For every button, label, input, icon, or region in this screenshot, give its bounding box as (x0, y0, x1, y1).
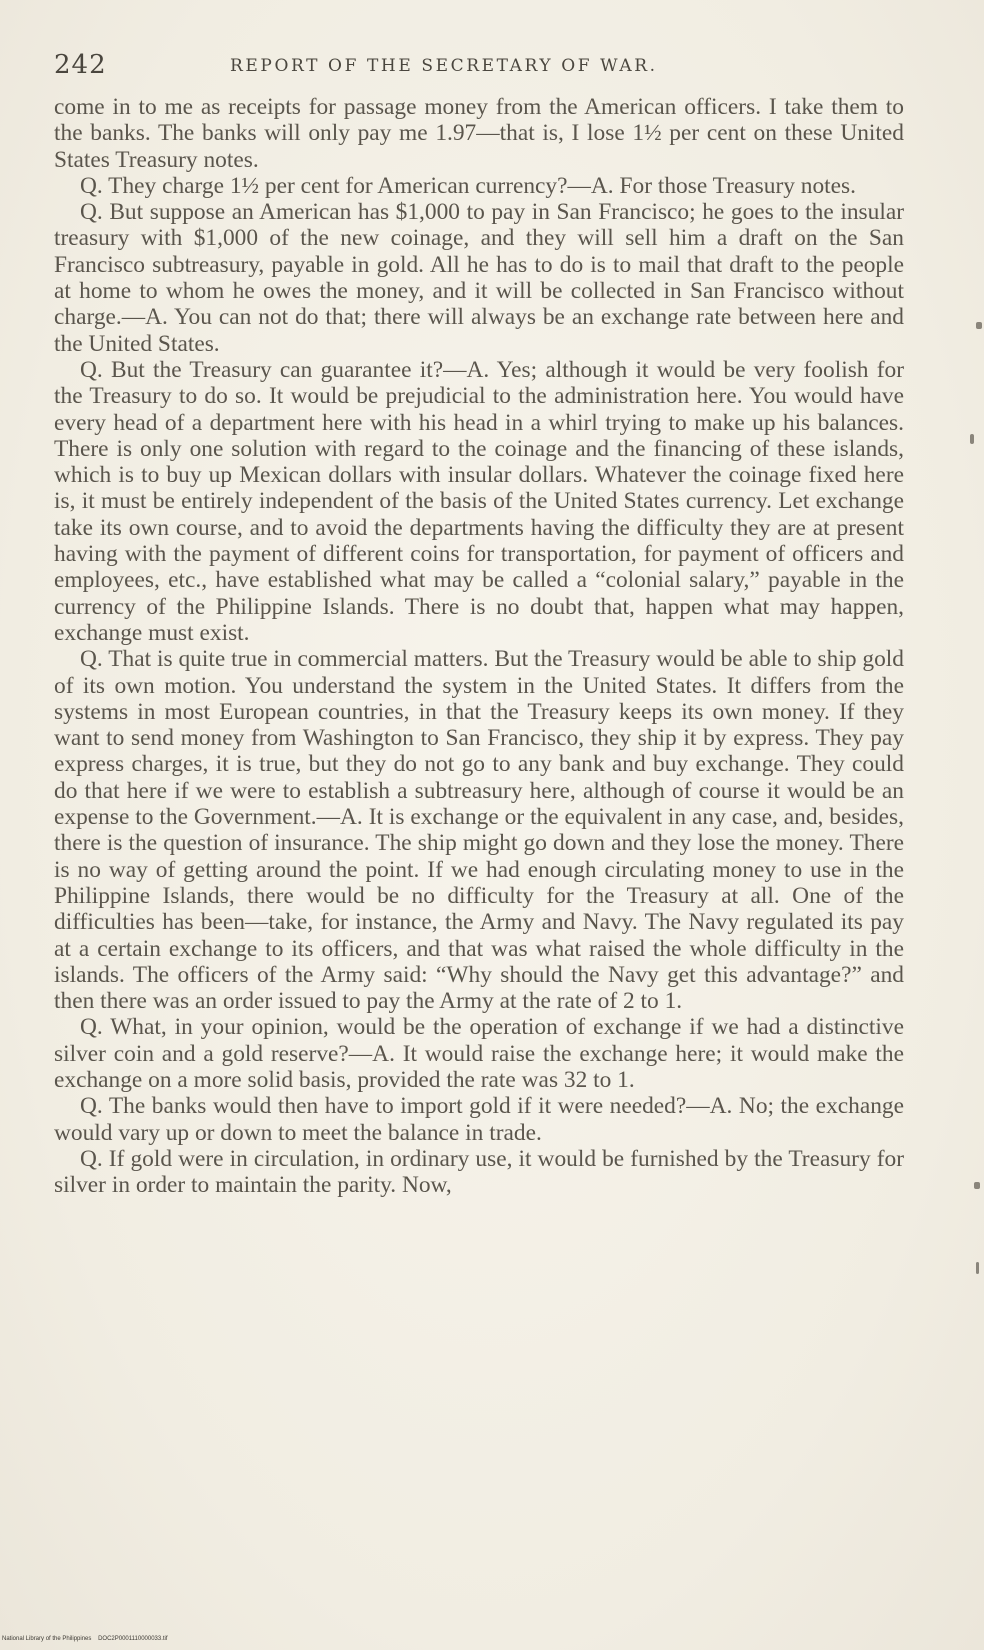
paragraph: Q. But the Treasury can guarantee it?—A. Yes; although it would be very foolish for the Treasury to do so. It would be prejudicial to the administration here. You would have every head of a department here with his head in a whirl trying to make up his balances. There is only one solution with regard to the coinage and the financing of these islands, which is to buy up Mexican dollars with insular dollars. Whatever the coinage fixed here is, it must be entirely independent of the basis of the United States currency. Let exchange take its own course, and to avoid the departments having the difficulty they are at present having with the payment of different coins for transportation, for payment of officers and employees, etc., have established what may be called a “colonial salary,” payable in the currency of the Philippine Islands. There is no doubt that, happen what may happen, exchange must exist. (54, 356, 904, 646)
paragraph: Q. But suppose an American has $1,000 to pay in San Francisco; he goes to the insular treasury with $1,000 of the new coinage, and they will sell him a draft on the San Francisco subtreasury, payable in gold. All he has to do is to mail that draft to the people at home to whom he owes the money, and it will be collected in San Francisco without charge.—A. You can not do that; there will always be an exchange rate between here and the United States. (54, 199, 904, 357)
paragraph: Q. What, in your opinion, would be the operation of exchange if we had a distinctive silver coin and a gold reserve?—A. It would raise the exchange here; it would make the exchange on a more solid basis, provided the rate was 32 to 1. (54, 1014, 904, 1093)
scan-speck (970, 434, 974, 444)
scan-speck (976, 322, 982, 329)
paragraph: Q. That is quite true in commercial matters. But the Treasury would be able to ship gold of its own motion. You understand the system in the United States. It differs from the systems in most European countries, in that the Treasury keeps its own money. If they want to send money from Washington to San Francisco, they ship it by express. They pay express charges, it is true, but they do not go to any bank and buy exchange. They could do that here if we were to establish a subtreasury here, although of course it would be an expense to the Government.—A. It is exchange or the equivalent in any case, and, besides, there is the question of insurance. The ship might go down and they lose the money. There is no way of getting around the point. If we had enough circulating money to use in the Philippine Islands, there would be no difficulty for the Treasury at all. One of the difficulties has been—take, for instance, the Army and Navy. The Navy regulated its pay at a certain exchange to its officers, and that was what raised the whole difficulty in the islands. The officers of the Army said: “Why should the Navy get this advantage?” and then there was an order issued to pay the Army at the rate of 2 to 1. (54, 646, 904, 1015)
page-header (54, 50, 904, 90)
paragraph: Q. The banks would then have to import gold if it were needed?—A. No; the exchange would vary up or down to meet the balance in trade. (54, 1093, 904, 1146)
scan-speck (974, 1182, 980, 1189)
scan-speck (976, 1262, 979, 1274)
paragraph: Q. If gold were in circulation, in ordinary use, it would be furnished by the Treasury for silver in order to maintain the parity. Now, (54, 1145, 904, 1199)
running-head: REPORT OF THE SECRETARY OF WAR. (230, 56, 658, 76)
paragraph: come in to me as receipts for passage money from the American officers. I take them to the banks. The banks will only pay me 1.97—that is, I lose 1½ per cent on these United States Treasury notes. (54, 94, 904, 173)
footer-source: National Library of the Philippines (2, 1636, 92, 1642)
scan-footer (2, 1636, 168, 1642)
page-number: 242 (54, 50, 107, 80)
footer-identifier: DOC2P0001110000033.tif (98, 1636, 168, 1642)
body-text (54, 94, 904, 1198)
paragraph: Q. They charge 1½ per cent for American currency?—A. For those Treasury notes. (80, 172, 857, 199)
